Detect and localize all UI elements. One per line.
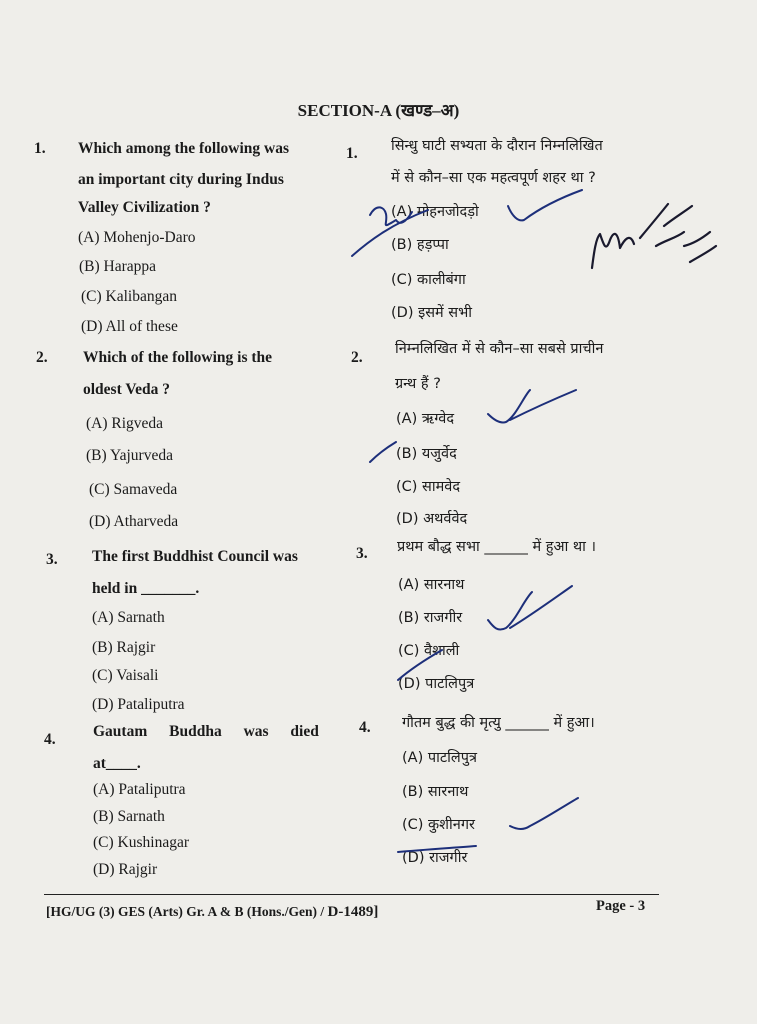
signature-note: Madhu: [600, 260, 603, 261]
page-number: Page - 3: [596, 898, 646, 914]
answer-tick-q1: [352, 190, 582, 256]
option-d-hi: (D) राजगीर: [402, 850, 468, 866]
question-number-en: 3.: [46, 551, 58, 568]
question-number-hi: 4.: [359, 719, 371, 736]
question-number-hi: 2.: [351, 349, 363, 366]
option-a-hi: (A) पाटलिपुत्र: [402, 750, 477, 766]
section-title: SECTION-A (खण्ड–अ): [297, 101, 460, 120]
option-a: (A) Pataliputra: [93, 781, 186, 798]
footer-rule: [44, 894, 659, 895]
question-text-line: at____.: [93, 755, 141, 772]
option-c: (C) Vaisali: [92, 667, 159, 684]
option-d-hi: (D) इसमें सभी: [391, 305, 473, 321]
option-b-hi: (B) राजगीर: [398, 610, 463, 626]
question-number-hi: 1.: [346, 145, 358, 162]
question-text-line-hi: सिन्धु घाटी सभ्यता के दौरान निम्नलिखित: [391, 138, 603, 154]
option-c-hi: (C) कुशीनगर: [402, 817, 475, 833]
option-c-hi: (C) कालीबंगा: [391, 272, 466, 288]
option-a-hi: (A) ऋग्वेद: [396, 411, 455, 427]
option-c-hi: (C) वैशाली: [398, 643, 460, 659]
option-a: (A) Mohenjo-Daro: [78, 229, 196, 246]
question-text-line: Gautam Buddha was died: [93, 723, 319, 740]
option-c: (C) Samaveda: [89, 481, 178, 498]
option-c: (C) Kushinagar: [93, 834, 189, 851]
question-text-line-hi: निम्नलिखित में से कौन–सा सबसे प्राचीन: [395, 341, 604, 357]
option-a-hi: (A) सारनाथ: [398, 577, 465, 593]
option-b: (B) Yajurveda: [86, 447, 173, 464]
question-text-line: Which of the following is the: [83, 349, 273, 366]
question-number-hi: 3.: [356, 545, 368, 562]
option-b-hi: (B) सारनाथ: [402, 784, 469, 800]
question-text-line: Valley Civilization ?: [78, 199, 211, 216]
answer-tick-q3: [398, 586, 572, 680]
question-number-en: 2.: [36, 349, 48, 366]
option-d: (D) Rajgir: [93, 861, 158, 878]
question-text-line-hi: गौतम बुद्ध की मृत्यु ______ में हुआ।: [402, 715, 595, 731]
question-text-line-hi: प्रथम बौद्ध सभा ______ में हुआ था ।: [397, 539, 597, 555]
option-c: (C) Kalibangan: [81, 288, 177, 305]
option-b-hi: (B) यजुर्वेद: [396, 446, 457, 462]
question-text-line: an important city during Indus: [78, 171, 284, 188]
question-text-line: held in _______.: [92, 580, 200, 597]
option-a: (A) Sarnath: [92, 609, 165, 626]
option-d: (D) Atharveda: [89, 513, 179, 530]
question-text-line: The first Buddhist Council was: [92, 548, 298, 565]
option-a-hi: (A) मोहनजोदड़ो: [391, 204, 479, 220]
option-d-hi: (D) अथर्ववेद: [396, 511, 468, 527]
question-text-line-hi: ग्रन्थ हैं ?: [395, 376, 441, 392]
option-d: (D) All of these: [81, 318, 178, 335]
option-d: (D) Pataliputra: [92, 696, 185, 713]
question-number-en: 1.: [34, 140, 46, 157]
footer-prefix: [HG/UG (3) GES (Arts) Gr. A & B (Hons./Gen) /: [46, 904, 328, 919]
option-d-hi: (D) पाटलिपुत्र: [398, 676, 475, 692]
option-b: (B) Sarnath: [93, 808, 165, 825]
signature: [592, 204, 716, 268]
paper-code: D-1489]: [327, 904, 379, 920]
option-b-hi: (B) हड़प्पा: [391, 237, 449, 253]
question-text-line-hi: में से कौन–सा एक महत्वपूर्ण शहर था ?: [391, 170, 596, 186]
question-text-line: Which among the following was: [78, 140, 289, 157]
option-b: (B) Harappa: [79, 258, 157, 275]
question-text-line: oldest Veda ?: [83, 381, 170, 398]
option-b: (B) Rajgir: [92, 639, 156, 656]
option-c-hi: (C) सामवेद: [396, 479, 461, 495]
question-number-en: 4.: [44, 731, 56, 748]
footer-code: [46, 904, 378, 921]
option-a: (A) Rigveda: [86, 415, 164, 432]
